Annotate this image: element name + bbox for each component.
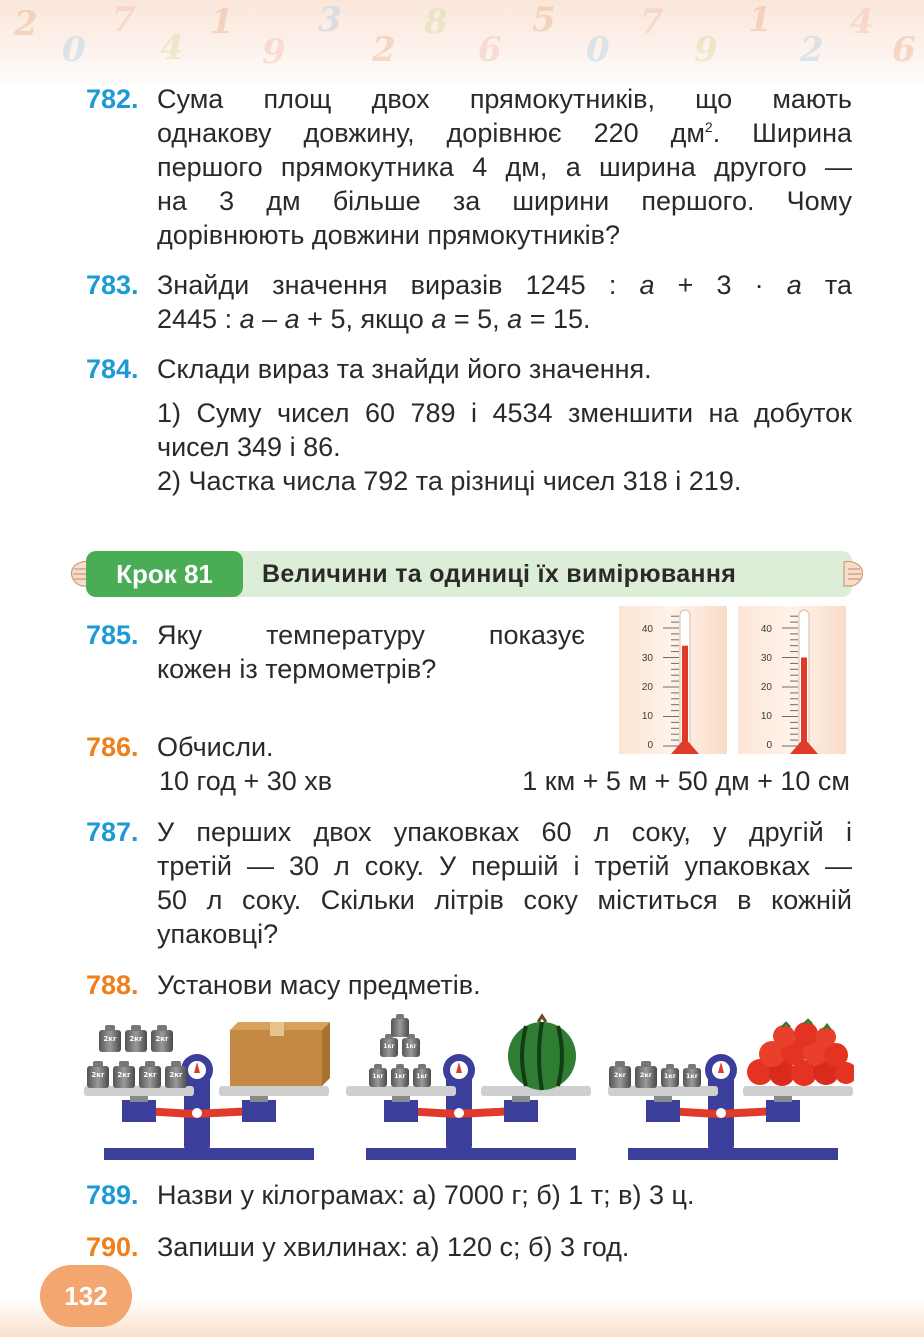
- tick-label: 30: [641, 653, 653, 664]
- tick-label: 40: [760, 624, 772, 635]
- weight-label: 2кг: [155, 1035, 169, 1043]
- decor-digit: 2: [14, 4, 38, 44]
- expression: 1 км + 5 м + 50 дм + 10 см: [522, 766, 850, 796]
- decorative-footer-band: [0, 1300, 924, 1337]
- weight-label: 2кг: [143, 1071, 157, 1079]
- weight-label: 1кг: [383, 1043, 395, 1050]
- weight-label: 1кг: [663, 1072, 677, 1080]
- tick-label: 10: [641, 711, 653, 722]
- task-number: 786.: [86, 732, 139, 762]
- decor-digit: 5: [532, 0, 556, 40]
- task-785: [86, 618, 586, 686]
- decor-digit: 2: [800, 30, 824, 70]
- task-text-line: Яку температуру показує: [157, 620, 585, 650]
- task-788: [86, 968, 852, 1002]
- decor-digit: 3: [318, 0, 342, 40]
- task-number: 784.: [86, 354, 139, 384]
- step-badge: Крок 81: [86, 551, 243, 597]
- task-number: 783.: [86, 270, 139, 300]
- weight-label: 2кг: [639, 1071, 653, 1079]
- task-number: 789.: [86, 1180, 139, 1210]
- task-782: [86, 82, 852, 252]
- task-790: [86, 1230, 852, 1264]
- task-number: 787.: [86, 817, 139, 847]
- weight-label: 2кг: [91, 1071, 105, 1079]
- task-text-line: однакову довжину, дорівнює 220 $дм^2$. Ширина: [157, 118, 852, 148]
- task-786: [86, 730, 852, 798]
- step-header: [86, 551, 852, 597]
- weight-label: 2кг: [129, 1035, 143, 1043]
- task-783: [86, 268, 852, 336]
- decor-digit: 7: [112, 0, 136, 40]
- task-text-line: 50 л соку. Скільки літрів соку міститься в кожній: [157, 885, 852, 915]
- tick-label: 0: [766, 740, 772, 751]
- task-text-line: третій — 30 л соку. У першій і третій упаковках —: [157, 851, 852, 881]
- task-text-line: Обчисли.: [157, 732, 274, 762]
- decor-digit: 0: [586, 30, 610, 70]
- decor-digit: 9: [694, 30, 718, 70]
- decor-digit: 2: [372, 30, 396, 70]
- task-subitem-line: 1) Суму чисел 60 789 і 4534 зменшити на добуток: [157, 398, 852, 428]
- task-text-line: Назви у кілограмах: а) 7000 г; б) 1 т; в) 3 ц.: [157, 1180, 695, 1210]
- step-title: Величини та одиниці їх вимірювання: [262, 560, 737, 588]
- task-text-line: дорівнюють довжини прямокутників?: [157, 220, 621, 250]
- task-subitem-line: чисел 349 і 86.: [157, 432, 341, 462]
- scale-3: [608, 1020, 854, 1160]
- task-number: 790.: [86, 1232, 139, 1262]
- task-text-line: Запиши у хвилинах: а) 120 с; б) 3 год.: [157, 1232, 630, 1262]
- tick-label: 20: [760, 682, 772, 693]
- task-number: 788.: [86, 970, 139, 1000]
- task-subitem-line: 2) Частка числа 792 та різниці чисел 318 і 219.: [157, 466, 742, 496]
- decor-digit: 9: [262, 32, 286, 72]
- task-text-line: Установи масу предметів.: [157, 970, 481, 1000]
- task-text-line: на 3 дм більше за ширини першого. Чому: [157, 186, 852, 216]
- page-number: 132: [40, 1265, 132, 1327]
- balance-scales-illustration: [84, 1010, 854, 1165]
- superscript: 2: [704, 119, 713, 135]
- task-text-line: першого прямокутника 4 дм, а ширина другого —: [157, 152, 852, 182]
- decor-digit: 8: [424, 2, 448, 42]
- task-text-line: Склади вираз та знайди його значення.: [157, 354, 652, 384]
- weight-label: 2кг: [169, 1071, 183, 1079]
- weight-label: 1кг: [685, 1072, 699, 1080]
- decor-digit: 6: [478, 30, 502, 70]
- task-text-line: 2445 : a – a + 5, якщо a = 5, a = 15.: [157, 304, 591, 334]
- task-number: 785.: [86, 620, 139, 650]
- tick-label: 30: [760, 653, 772, 664]
- task-number: 782.: [86, 84, 139, 114]
- task-expressions: [157, 764, 852, 798]
- decor-digit: 7: [640, 2, 664, 42]
- weight-label: 2кг: [117, 1071, 131, 1079]
- task-789: [86, 1178, 852, 1212]
- tick-label: 0: [647, 740, 653, 751]
- decor-digit: 6: [892, 30, 916, 70]
- pointing-hand-right-icon: [842, 556, 866, 590]
- scale-1: [84, 1022, 330, 1160]
- watermelon-icon: [508, 1016, 576, 1090]
- decor-digit: 4: [160, 28, 184, 68]
- tick-label: 40: [641, 624, 653, 635]
- task-text-line: У перших двох упаковках 60 л соку, у другій і: [157, 817, 852, 847]
- decor-digit: 1: [210, 2, 234, 42]
- task-784: [86, 352, 852, 498]
- decor-digit: 1: [748, 0, 772, 40]
- decor-digit: 0: [62, 30, 86, 70]
- task-text-line: кожен із термометрів?: [157, 654, 437, 684]
- tomatoes-icon: [747, 1020, 854, 1086]
- weight-label: 1кг: [394, 1073, 406, 1080]
- weight-label: 2кг: [103, 1035, 117, 1043]
- decor-digit: 4: [850, 2, 874, 42]
- weight-label: 1кг: [416, 1073, 428, 1080]
- weight-label: 2кг: [613, 1071, 627, 1079]
- weight-label: 1кг: [405, 1043, 417, 1050]
- decorative-header-band: [0, 0, 924, 90]
- task-787: [86, 815, 852, 951]
- box-icon: [230, 1022, 330, 1086]
- tick-label: 20: [641, 682, 653, 693]
- task-text-line: упаковці?: [157, 919, 279, 949]
- tick-label: 10: [760, 711, 772, 722]
- task-text-line: Знайди значення виразів 1245 : a + 3 · a та: [157, 270, 852, 300]
- weight-label: 1кг: [372, 1073, 384, 1080]
- expression: 10 год + 30 хв: [159, 766, 333, 796]
- scale-2: [346, 1014, 591, 1160]
- task-text-line: Сума площ двох прямокутників, що мають: [157, 84, 852, 114]
